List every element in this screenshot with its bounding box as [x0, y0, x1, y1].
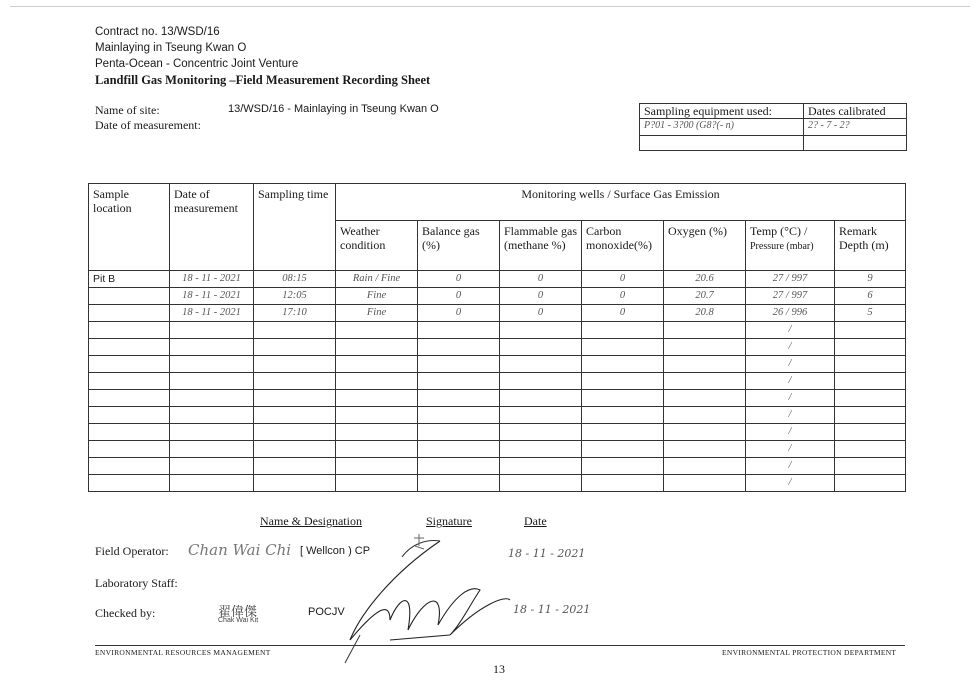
cell-co [582, 458, 664, 475]
cell-time [254, 322, 336, 339]
cell-oxygen [664, 441, 746, 458]
cell-balance [418, 424, 500, 441]
top-edge [10, 6, 970, 7]
checked-by-name-en: Chak Wai Kit [218, 617, 259, 624]
flammable-gas-header: Flammable gas (methane %) [500, 221, 582, 271]
checked-by-name-cn: 翟偉傑 [218, 604, 258, 619]
cell-remark [835, 407, 906, 424]
cell-co [582, 475, 664, 492]
cell-oxygen: 20.6 [664, 271, 746, 288]
cell-remark [835, 475, 906, 492]
cell-remark [835, 339, 906, 356]
cell-oxygen [664, 339, 746, 356]
cell-time [254, 475, 336, 492]
cell-flam: 0 [500, 288, 582, 305]
cell-weather [336, 441, 418, 458]
oxygen-header: Oxygen (%) [664, 221, 746, 271]
cell-loc [89, 458, 170, 475]
cell-temp: 27 / 997 [746, 288, 835, 305]
cell-weather [336, 458, 418, 475]
cell-co: 0 [582, 271, 664, 288]
cell-date: 18 - 11 - 2021 [170, 271, 254, 288]
cell-date [170, 390, 254, 407]
cell-co: 0 [582, 288, 664, 305]
cell-co [582, 373, 664, 390]
cell-flam [500, 424, 582, 441]
cell-balance [418, 339, 500, 356]
cell-balance [418, 322, 500, 339]
remark-depth-header: Remark Depth (m) [835, 221, 906, 271]
cell-loc [89, 356, 170, 373]
project-name: Mainlaying in Tseung Kwan O [95, 42, 247, 54]
cell-weather: Fine [336, 288, 418, 305]
cell-time [254, 339, 336, 356]
cell-date [170, 373, 254, 390]
cell-balance [418, 407, 500, 424]
cell-time: 17:10 [254, 305, 336, 322]
cell-time [254, 441, 336, 458]
cell-oxygen [664, 407, 746, 424]
carbon-monoxide-header: Carbon monoxide(%) [582, 221, 664, 271]
cell-weather [336, 339, 418, 356]
cell-co [582, 424, 664, 441]
cell-date [170, 356, 254, 373]
cell-time [254, 407, 336, 424]
cell-date [170, 407, 254, 424]
monitoring-wells-header: Monitoring wells / Surface Gas Emission [336, 184, 906, 221]
cell-date: 18 - 11 - 2021 [170, 305, 254, 322]
cell-date [170, 441, 254, 458]
cell-date [170, 322, 254, 339]
table-row [89, 305, 906, 322]
cell-co [582, 322, 664, 339]
field-operator-designation: [ Wellcon ) CP [300, 545, 371, 557]
cell-flam [500, 339, 582, 356]
cell-flam [500, 390, 582, 407]
table-row [89, 373, 906, 390]
cell-loc [89, 390, 170, 407]
cell-loc [89, 339, 170, 356]
cell-flam [500, 356, 582, 373]
table-row [89, 458, 906, 475]
signature-mark [330, 535, 530, 670]
cell-co [582, 356, 664, 373]
footer-right: ENVIRONMENTAL PROTECTION DEPARTMENT [722, 648, 897, 657]
cell-flam [500, 373, 582, 390]
field-operator-date: 18 - 11 - 2021 [508, 547, 586, 560]
cell-flam: 0 [500, 305, 582, 322]
cell-weather [336, 373, 418, 390]
field-operator-name: Chan Wai Chi [188, 541, 292, 559]
cell-flam: 0 [500, 271, 582, 288]
table-row [89, 356, 906, 373]
cell-time: 12:05 [254, 288, 336, 305]
checked-by-date: 18 - 11 - 2021 [513, 603, 591, 616]
cell-remark: 6 [835, 288, 906, 305]
laboratory-staff-label: Laboratory Staff: [95, 576, 178, 590]
cell-weather: Rain / Fine [336, 271, 418, 288]
cell-oxygen [664, 322, 746, 339]
equipment-value [640, 136, 804, 151]
cell-loc [89, 322, 170, 339]
cell-oxygen [664, 356, 746, 373]
table-row [89, 390, 906, 407]
cell-oxygen [664, 458, 746, 475]
cell-time [254, 356, 336, 373]
cell-oxygen [664, 424, 746, 441]
cell-loc: Pit B [89, 271, 170, 288]
cell-time [254, 424, 336, 441]
equipment-table [639, 103, 907, 151]
cell-weather [336, 475, 418, 492]
cell-remark [835, 356, 906, 373]
cell-flam [500, 458, 582, 475]
date-of-measurement-label: Date of measurement: [95, 118, 201, 132]
balance-gas-header: Balance gas (%) [418, 221, 500, 271]
site-name-value: 13/WSD/16 - Mainlaying in Tseung Kwan O [228, 103, 439, 115]
cell-loc [89, 475, 170, 492]
cell-oxygen [664, 390, 746, 407]
temp-label: Temp (°C) / [750, 224, 808, 239]
cell-temp: / [746, 475, 835, 492]
table-row [89, 339, 906, 356]
cell-flam [500, 322, 582, 339]
cell-loc [89, 288, 170, 305]
date-header: Date [524, 514, 547, 528]
table-row [89, 271, 906, 288]
contractor-name: Penta-Ocean - Concentric Joint Venture [95, 58, 299, 70]
cell-temp: / [746, 458, 835, 475]
cell-remark [835, 390, 906, 407]
contract-number: Contract no. 13/WSD/16 [95, 26, 220, 38]
cell-balance [418, 475, 500, 492]
cell-balance [418, 373, 500, 390]
cell-balance [418, 458, 500, 475]
cell-weather [336, 407, 418, 424]
cell-date [170, 458, 254, 475]
cell-balance: 0 [418, 305, 500, 322]
checked-by-designation: POCJV [308, 606, 345, 618]
site-name-label: Name of site: [95, 103, 160, 117]
cell-remark [835, 322, 906, 339]
cell-flam [500, 441, 582, 458]
cell-weather [336, 322, 418, 339]
cell-loc [89, 424, 170, 441]
cell-balance [418, 390, 500, 407]
dates-calibrated-header: Dates calibrated [804, 104, 907, 119]
cell-remark [835, 458, 906, 475]
cell-remark [835, 373, 906, 390]
cell-loc [89, 305, 170, 322]
sample-location-header: Sample location [89, 184, 170, 271]
cell-weather: Fine [336, 305, 418, 322]
cell-co [582, 390, 664, 407]
cell-balance: 0 [418, 288, 500, 305]
cell-temp: / [746, 339, 835, 356]
cell-oxygen: 20.8 [664, 305, 746, 322]
table-row [89, 475, 906, 492]
temp-pressure-header [746, 221, 835, 271]
signature-header: Signature [426, 514, 472, 528]
field-operator-signature-mark [410, 532, 430, 552]
cell-remark: 5 [835, 305, 906, 322]
cell-balance [418, 356, 500, 373]
table-row [89, 441, 906, 458]
cell-temp: / [746, 322, 835, 339]
footer-left: ENVIRONMENTAL RESOURCES MANAGEMENT [95, 648, 271, 657]
table-row [89, 424, 906, 441]
calibration-date-value [804, 136, 907, 151]
cell-co [582, 441, 664, 458]
cell-date [170, 475, 254, 492]
cell-temp: / [746, 356, 835, 373]
cell-weather [336, 356, 418, 373]
cell-temp: / [746, 424, 835, 441]
date-of-measurement-header: Date of measurement [170, 184, 254, 271]
equipment-value: P?01 - 3?00 (G8?(- n) [640, 119, 804, 136]
table-row [89, 322, 906, 339]
measurement-table [88, 183, 906, 492]
cell-remark [835, 424, 906, 441]
cell-co [582, 407, 664, 424]
cell-temp: / [746, 407, 835, 424]
cell-date: 18 - 11 - 2021 [170, 288, 254, 305]
cell-time: 08:15 [254, 271, 336, 288]
field-operator-label: Field Operator: [95, 544, 169, 558]
cell-time [254, 373, 336, 390]
cell-flam [500, 475, 582, 492]
cell-weather [336, 424, 418, 441]
cell-oxygen: 20.7 [664, 288, 746, 305]
pressure-label: Pressure (mbar) [750, 241, 814, 253]
cell-temp: 26 / 996 [746, 305, 835, 322]
calibration-date-value: 2? - 7 - 2? [804, 119, 907, 136]
cell-balance: 0 [418, 271, 500, 288]
equipment-header: Sampling equipment used: [640, 104, 804, 119]
cell-remark [835, 441, 906, 458]
cell-temp: / [746, 441, 835, 458]
weather-header: Weather condition [336, 221, 418, 271]
cell-loc [89, 407, 170, 424]
cell-weather [336, 390, 418, 407]
footer-rule [95, 645, 905, 646]
sampling-time-header: Sampling time [254, 184, 336, 271]
cell-date [170, 424, 254, 441]
checked-by-label: Checked by: [95, 606, 156, 620]
cell-temp: / [746, 390, 835, 407]
cell-flam [500, 407, 582, 424]
cell-loc [89, 441, 170, 458]
table-row [89, 407, 906, 424]
cell-temp: / [746, 373, 835, 390]
cell-oxygen [664, 373, 746, 390]
cell-remark: 9 [835, 271, 906, 288]
cell-date [170, 339, 254, 356]
name-designation-header: Name & Designation [260, 514, 362, 528]
cell-balance [418, 441, 500, 458]
cell-temp: 27 / 997 [746, 271, 835, 288]
cell-co: 0 [582, 305, 664, 322]
cell-time [254, 390, 336, 407]
cell-co [582, 339, 664, 356]
cell-oxygen [664, 475, 746, 492]
page-number: 13 [493, 662, 505, 676]
cell-loc [89, 373, 170, 390]
cell-time [254, 458, 336, 475]
sheet-title: Landfill Gas Monitoring –Field Measurement Recording Sheet [95, 73, 431, 87]
measurement-rows [89, 271, 906, 492]
table-row [89, 288, 906, 305]
